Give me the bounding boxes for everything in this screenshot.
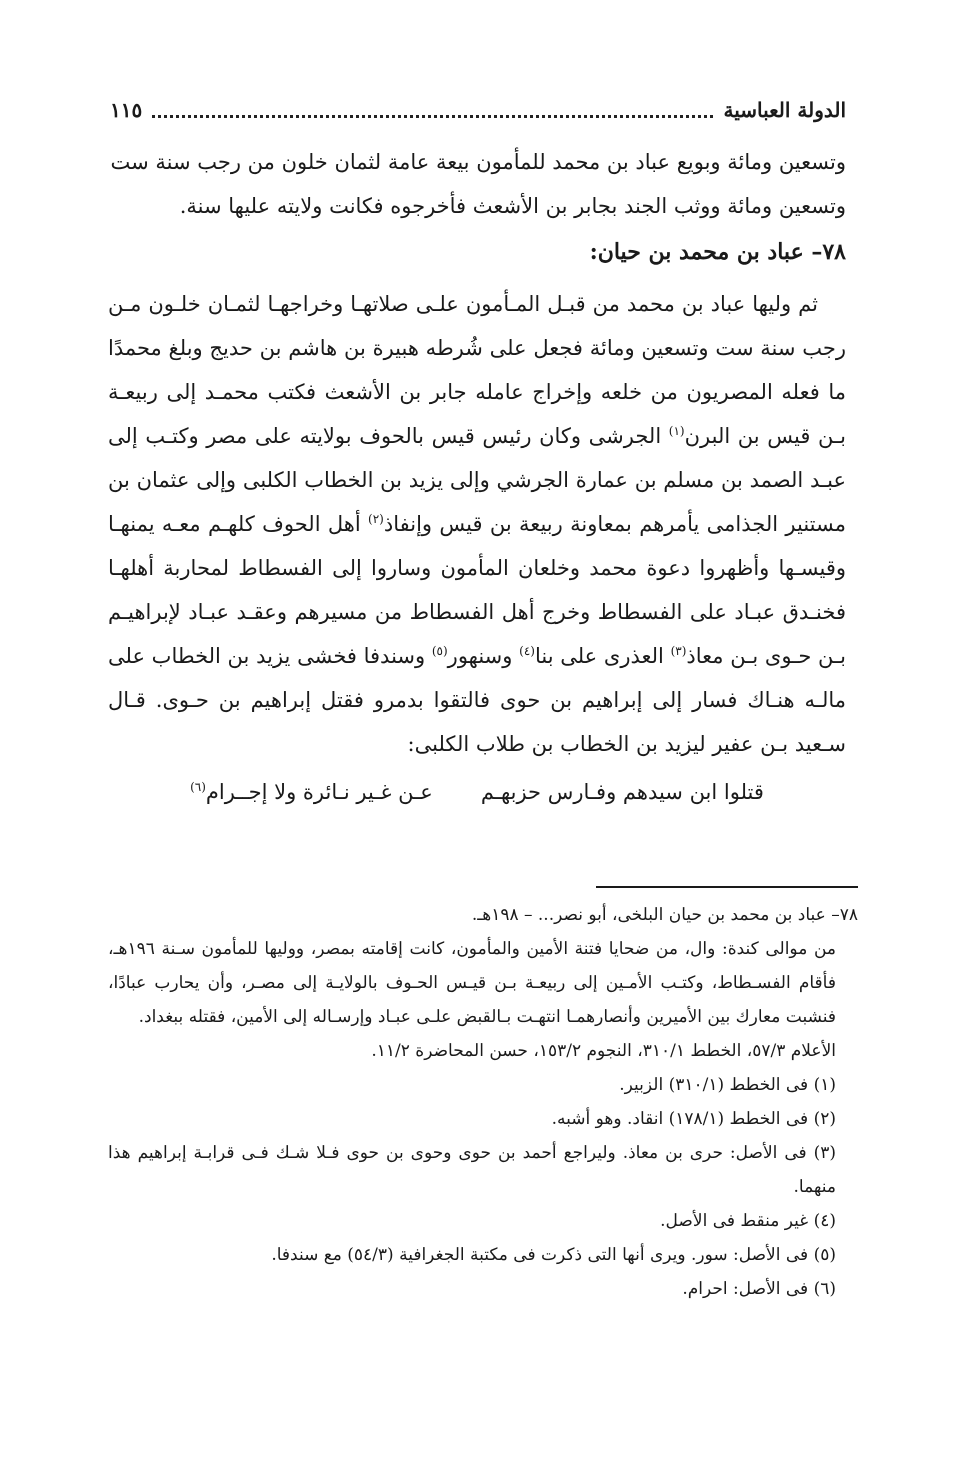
paragraph-text-f: وسندفا فخشى يزيد بن الخطاب على مالـه هنـاك فسار إلى إبراهيم بن حوى فالتقوا بدمرو فقتل إبراهيم بن حـوى. قـال سـعيد بـن عفير ليزيد بن الخطاب بن طلاب الكلبى: (108, 644, 847, 756)
verse-second-text: عـن غـير نـائرة ولا إجــرام (205, 780, 433, 804)
body-line-1: وتسعين ومائة وبويع عباد بن محمد للمأمون بيعة عامة لثمان خلون من رجب سنة ست (110, 150, 846, 174)
footnote-bio-title: ٧٨– عباد بن محمد بن حيان البلخى، أبو نصر... – ١٩٨هـ. (471, 905, 858, 925)
section-heading: ٧٨– عباد بن محمد بن حيان: (589, 239, 846, 265)
running-header (110, 92, 846, 128)
main-text (108, 140, 846, 814)
header-title: الدولة العباسية (723, 98, 846, 122)
footnote-6: (٦) فى الأصل: احرام. (682, 1279, 836, 1299)
footnotes-section (108, 898, 858, 1306)
paragraph-text-e: وسنهور (447, 644, 520, 668)
footnote-ref-2: (٢) (368, 512, 384, 526)
paragraph-text-c: أهل الحوف كلهـم معـه يمنهـا وقيسـها وأظهروا دعوة محمد وخلعان المأمون وساروا إلى الفسطاط لمحاربة أهلهـا فخنـدق عبـاد على الفسطاط وخرج أهل الفسطاط من مسيرهم وعقـد عبـاد لإبراهيـم بـن حـوى بـن معاذ (108, 512, 847, 668)
footnote-ref-5: (٥) (431, 644, 448, 658)
footnote-ref-4: (٤) (519, 644, 535, 658)
verse-second-hemistich (190, 770, 433, 814)
paragraph-text-b: الجرشى وكان رئيس قيس بالحوف بولايته على مصر وكتـب إلى عبـد الصمد بن مسلم بن عمارة الجرشي وإلى يزيد بن الخطاب الكلبى وإلى عثمان بن مستنير الجذامى يأمرهم بمعاونة ربيعة بن قيس وإنفاذ (108, 424, 846, 536)
page-number: ١١٥ (110, 98, 143, 122)
footnote-2: (٢) فى الخطط (١٧٨/١) انقاد. وهو أشبه. (551, 1109, 836, 1129)
main-paragraph (108, 282, 846, 766)
footnote-5: (٥) فى الأصل: سور. ويرى أنها التى ذكرت فى مكتبة الجغرافية (٥٤/٣) مع سندفا. (271, 1245, 836, 1265)
verse-first-hemistich: قتلوا ابن سيدهم وفـارس حزبهـم (480, 780, 764, 804)
footnote-ref-3: (٣) (670, 644, 687, 658)
footnote-3: (٣) فى الأصل: حرى بن معاذ. وليراجع أحمد بن حوى وحوى بن حوى فـلا شـك فـى قرابـة إبراهيم هذا منهما. (108, 1143, 836, 1197)
footnote-separator (596, 886, 858, 888)
paragraph-text-a: ثم وليها عباد بن محمد من قبـل المـأمون علـى صلاتهـا وخراجهـا لثمـان خلـون مـن رجب سنة ست وتسعين ومائة فجعل على شُرطه هبيرة بن هاشم بن حديج وبلغ محمدًا ما فعله المصريون من خلعه وإخراج عامله جابر بن الأشعث فكتب محمـد إلى ربيعـة بـن قيس بن البرن (108, 292, 846, 448)
footnote-sources: الأعلام ٥٧/٣، الخطط ٣١٠/١، النجوم ١٥٣/٢، حسن المحاضرة ١١/٢. (371, 1041, 836, 1061)
footnote-ref-1: (١) (668, 424, 685, 438)
poetry-verse (108, 770, 846, 814)
footnote-ref-6: (٦) (190, 780, 206, 794)
footnote-1: (١) فى الخطط (٣١٠/١) الزبير. (619, 1075, 836, 1095)
header-dot-leader (152, 115, 713, 118)
footnote-bio-text: من موالى كندة: وال، من ضحايا فتنة الأمين والمأمون، كانت إقامته بمصر، ووليها للمأمون سـنة ١٩٦هـ، فأقام الفسـطاط، وكتـب الأمـين إلى ربيعـة بـن قيـس الحـوف بالولايـة إلى مصـر، وأن يحارب عبادًا، فنشبت معارك بين الأميرين وأنصارهمـا انتهـت بـالقبض علـى عبـاد وإرسـاله إلى الأمين، فقتله ببغداد. (108, 939, 836, 1027)
body-line-2: وتسعين ومائة ووثب الجند بجابر بن الأشعث فأخرجوه فكانت ولايته عليها سنة. (179, 194, 846, 218)
footnote-4: (٤) غير منقط فى الأصل. (660, 1211, 836, 1231)
paragraph-text-d: العذرى على بنا (534, 644, 671, 668)
